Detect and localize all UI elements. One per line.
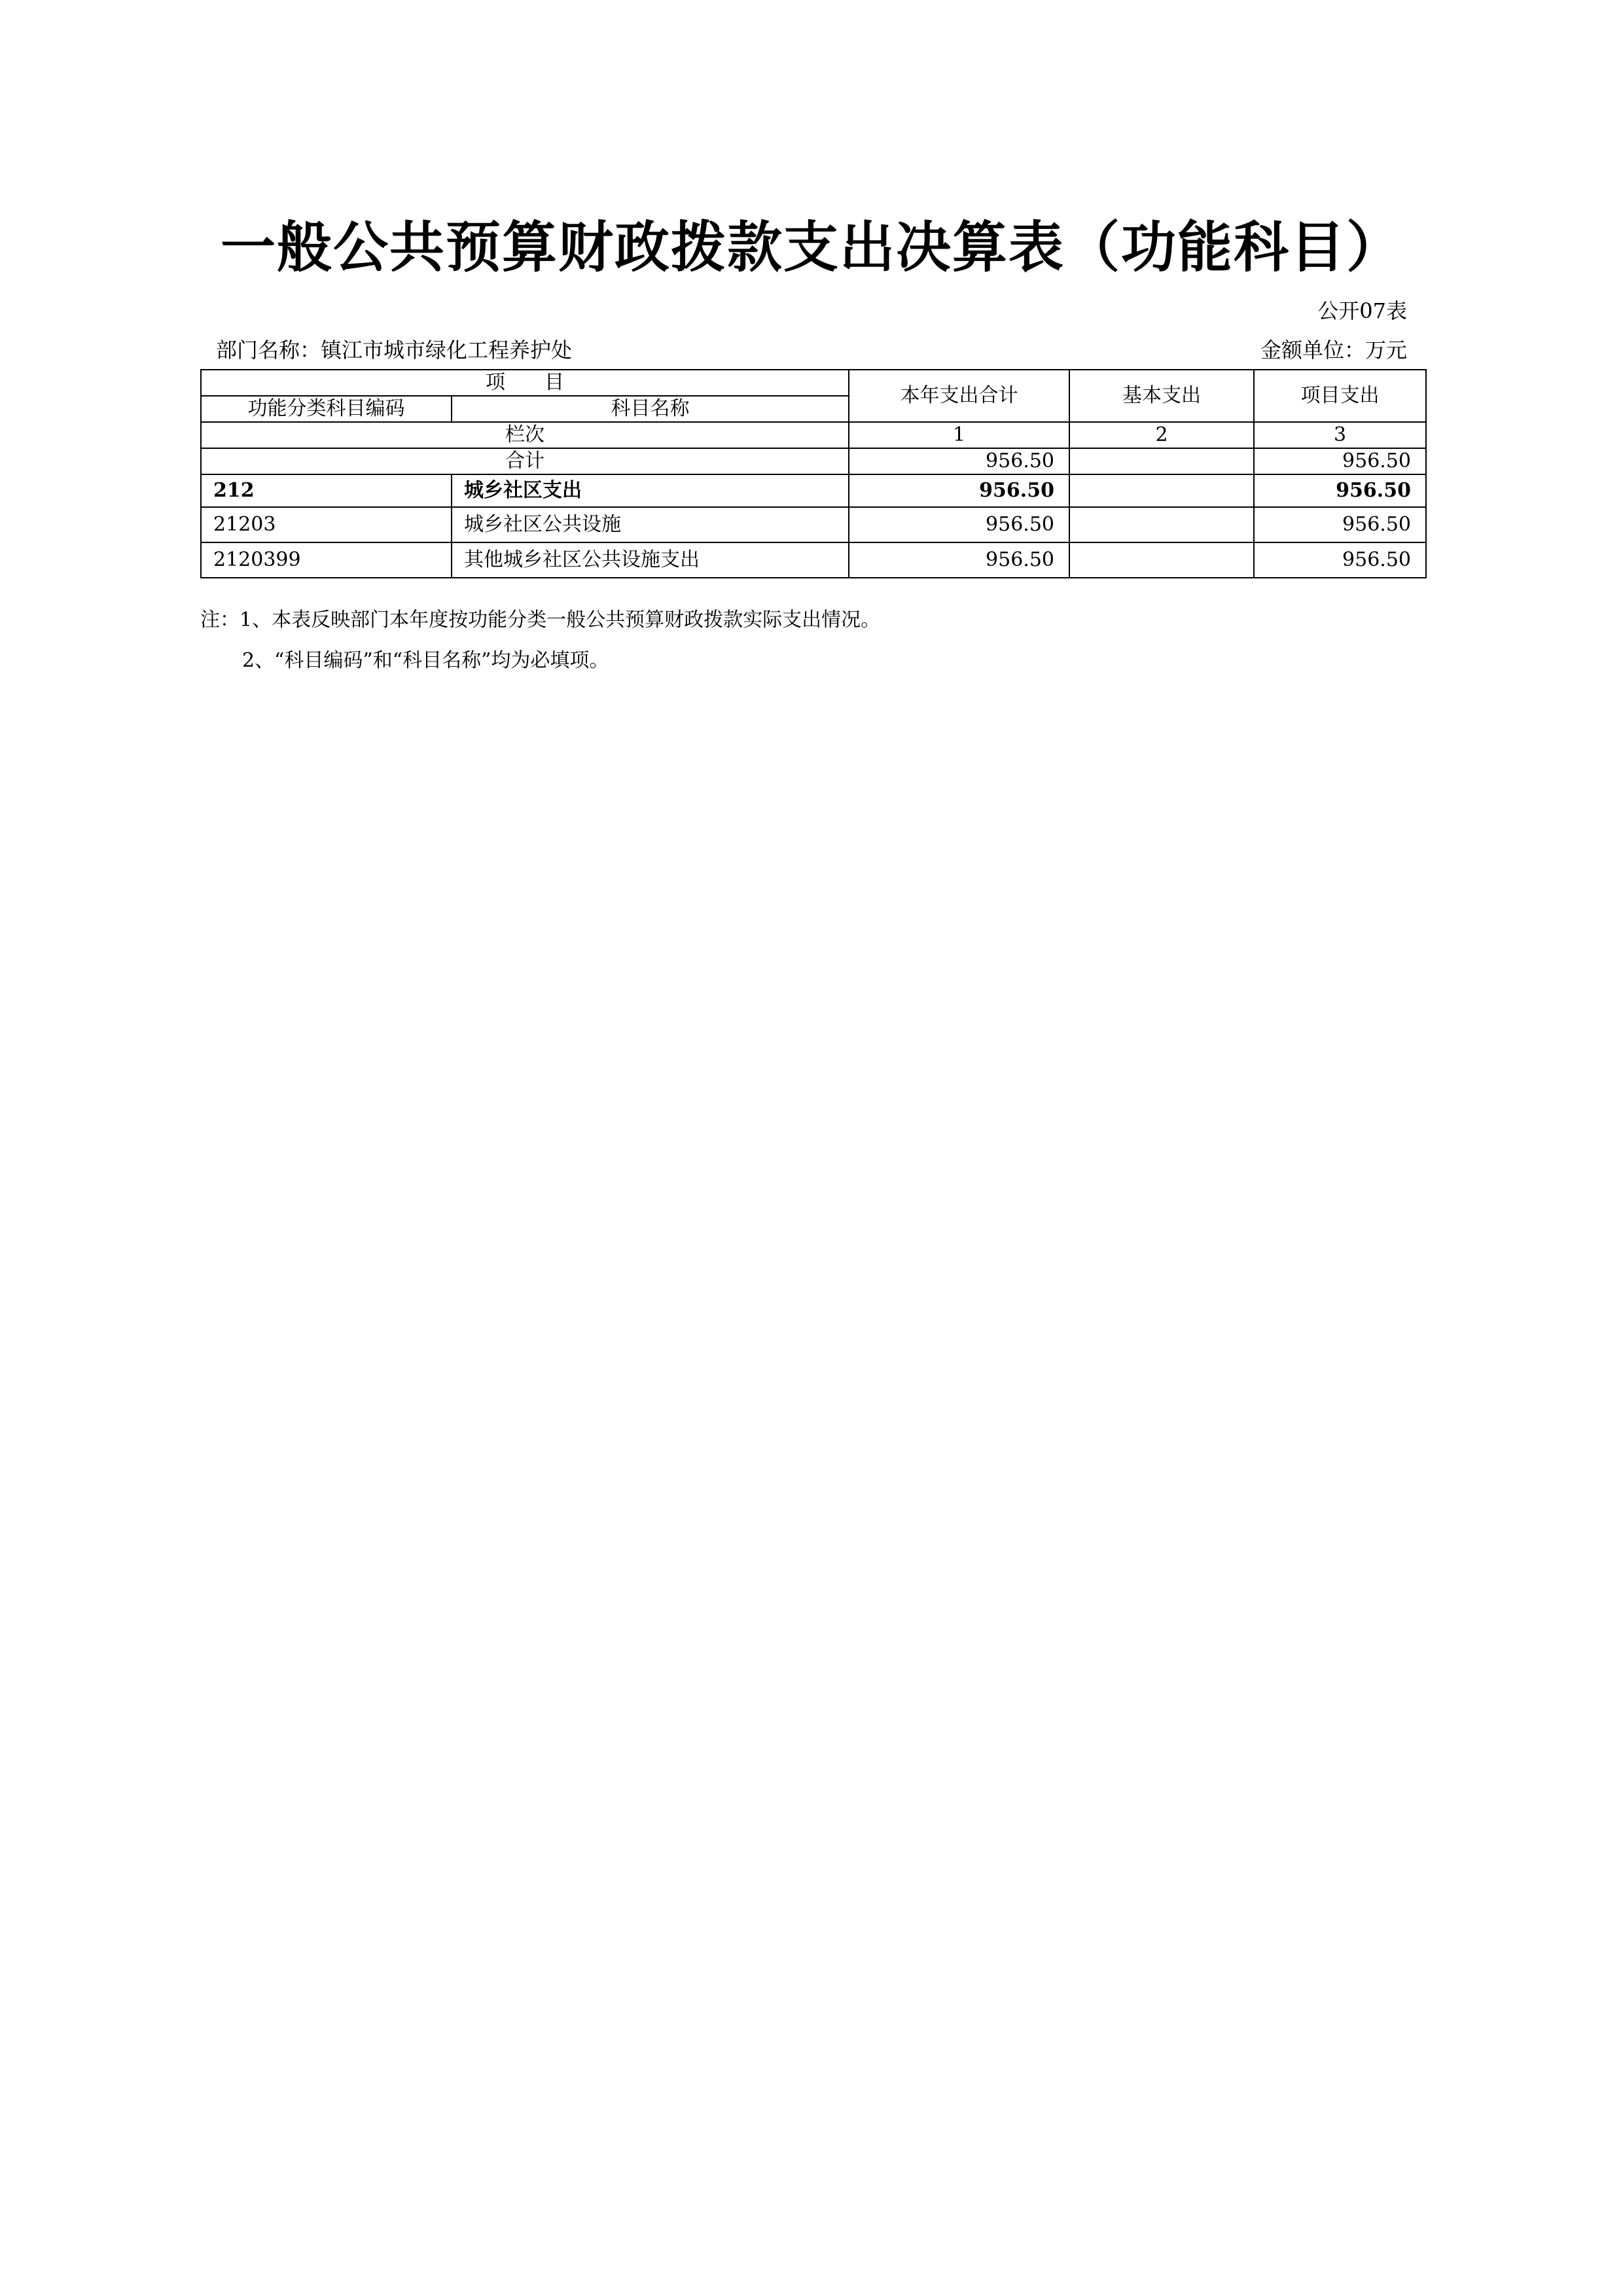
row-name: 城乡社区支出 [452,474,849,507]
row-total: 956.50 [849,474,1069,507]
table-row [201,474,1426,507]
table-header-row [201,370,1426,396]
column-number-3: 3 [1254,422,1426,448]
row-basic [1069,474,1254,507]
row-name: 其他城乡社区公共设施支出 [452,542,849,578]
notes [200,603,880,678]
department-name: 部门名称：镇江市城市绿化工程养护处 [216,338,573,362]
column-number-2: 2 [1069,422,1254,448]
table-row [201,507,1426,542]
expenditure-table [200,369,1427,578]
row-project: 956.50 [1254,507,1426,542]
header-name: 科目名称 [452,396,849,422]
header-basic: 基本支出 [1069,370,1254,422]
sum-label: 合计 [201,448,849,474]
header-code: 功能分类科目编码 [201,396,452,422]
column-number-1: 1 [849,422,1069,448]
row-total: 956.50 [849,542,1069,578]
sum-row [201,448,1426,474]
sum-total: 956.50 [849,448,1069,474]
row-total: 956.50 [849,507,1069,542]
column-label: 栏次 [201,422,849,448]
sum-basic [1069,448,1254,474]
note-1: 注：1、本表反映部门本年度按功能分类一般公共预算财政拨款实际支出情况。 [200,609,881,631]
row-basic [1069,507,1254,542]
form-number: 公开07表 [1317,298,1407,323]
row-name: 城乡社区公共设施 [452,507,849,542]
note-2: 2、“科目编码”和“科目名称”均为必填项。 [242,649,609,672]
header-project: 项目支出 [1254,370,1426,422]
row-project: 956.50 [1254,542,1426,578]
table-row [201,542,1426,578]
row-code: 21203 [201,507,452,542]
sum-project: 956.50 [1254,448,1426,474]
amount-unit: 金额单位：万元 [1260,338,1407,362]
header-total: 本年支出合计 [849,370,1069,422]
page-title: 一般公共预算财政拨款支出决算表（功能科目） [220,215,1402,279]
row-basic [1069,542,1254,578]
header-item: 项 目 [201,370,849,396]
row-code: 2120399 [201,542,452,578]
row-code: 212 [201,474,452,507]
column-number-row [201,422,1426,448]
row-project: 956.50 [1254,474,1426,507]
